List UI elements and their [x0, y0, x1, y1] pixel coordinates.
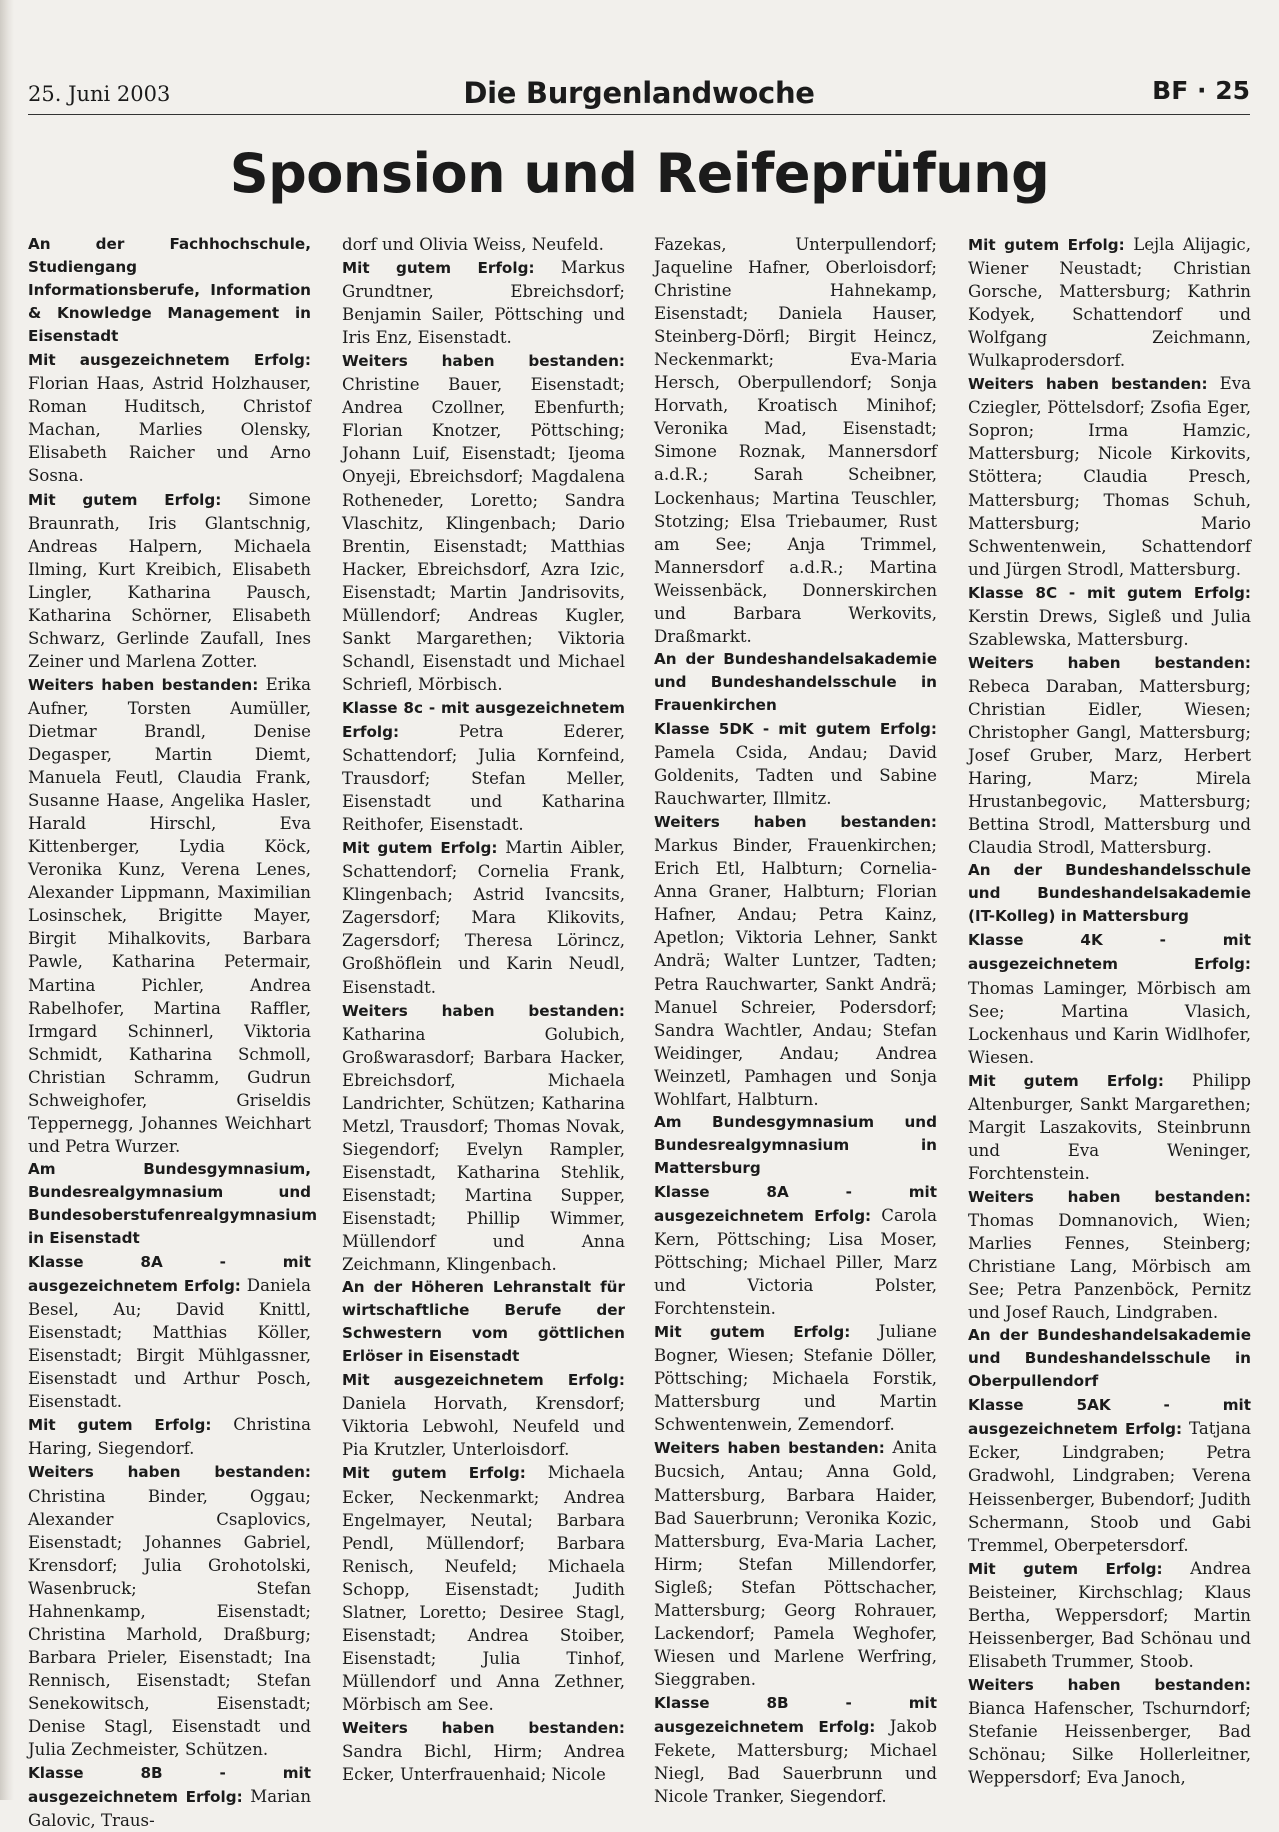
paragraph-text: Rebeca Daraban, Mattersburg; Christian Eidler, Wiesen; Christopher Gangl, Mattersburg; Josef Gruber, Marz, Herbert Haring, Marz; Mirela Hrustanbegovic, Mattersburg; Bettina Strodl, Mattersburg und Claudia Strodl, Mattersburg. [968, 676, 1251, 858]
paragraph-text: Lejla Alijagic, Wiener Neustadt; Christian Gorsche, Mattersburg; Kathrin Kodyek, Schattendorf und Wolfgang Zeichmann, Wulkaprodersdorf. [968, 235, 1251, 371]
paragraph-text: Daniela Horvath, Krensdorf; Viktoria Lebwohl, Neufeld und Pia Krutzler, Unterloisdorf. [342, 1394, 625, 1460]
section-heading: An der Bundeshandelsakademie und Bundeshandelsschule in Oberpullendorf [968, 1326, 1251, 1391]
paragraph [28, 1250, 311, 1413]
paragraph-text: Bianca Hafenscher, Tschurndorf; Stefanie Heissenberger, Bad Schönau; Silke Hollerleitner, Weppersdorf; Eva Janoch, [968, 1698, 1251, 1788]
paragraph-text: Kerstin Drews, Sigleß und Julia Szablewska, Mattersburg. [968, 606, 1251, 649]
paragraph-lead: Mit gutem Erfolg: [28, 490, 222, 509]
paragraph [342, 233, 625, 256]
paragraph [342, 999, 625, 1277]
paragraph-text: Petra Ederer, Schattendorf; Julia Kornfeind, Trausdorf; Stefan Meller, Eisenstadt und Katharina Reithofer, Eisenstadt. [342, 721, 625, 835]
paragraph [342, 256, 625, 349]
paragraph [968, 1557, 1251, 1673]
paragraph [654, 810, 937, 1111]
paragraph [968, 1185, 1251, 1324]
paragraph-text: Juliane Bogner, Wiesen; Stefanie Döller, Pöttsching; Michaela Forstik, Mattersburg und Martin Schwentenwein, Zemendorf. [654, 1322, 937, 1435]
paragraph-text: Michaela Ecker, Neckenmarkt; Andrea Engelmayer, Neutal; Barbara Pendl, Müllendorf; Barbara Renisch, Neufeld; Michaela Schopp, Eisenstadt; Judith Slatner, Loretto; Desiree Stagl, Eisenstadt; Andrea Stoiber, Eisenstadt; Julia Tinhof, Müllendorf und Anna Zethner, Mörbisch am See. [342, 1463, 625, 1714]
paragraph-text: Eva Cziegler, Pöttelsdorf; Zsofia Eger, Sopron; Irma Hamzic, Mattersburg; Nicole Kirkovits, Stöttera; Claudia Presch, Mattersburg; Thomas Schuh, Mattersburg; Mario Schwentenwein, Schattendorf und Jürgen Strodl, Mattersburg. [968, 374, 1251, 579]
paragraph [968, 651, 1251, 859]
paragraph-text: Martin Aibler, Schattendorf; Cornelia Frank, Klingenbach; Astrid Ivancsits, Zagersdorf; Mara Klikovits, Zagersdorf; Theresa Lörincz, Großhöflein und Karin Neudl, Eisenstadt. [342, 838, 626, 997]
paragraph-lead: Mit gutem Erfolg: [342, 259, 535, 278]
paragraph-text: Carola Kern, Pöttsching; Lisa Moser, Pöttsching; Michael Piller, Marz und Victoria Polster, Forchtenstein. [654, 1205, 937, 1319]
paragraph-text: Markus Binder, Frauenkirchen; Erich Etl, Halbturn; Cornelia-Anna Graner, Halbturn; Florian Hafner, Andau; Petra Kainz, Apetlon; Viktoria Lehner, Sankt Andrä; Walter Luntzer, Tadten; Petra Rauchwarter, Sankt Andrä; Manuel Schreier, Podersdorf; Sandra Wachtler, Andau; Stefan Weidinger, Andau; Andrea Weinzetl, Pamhagen und Sonja Wohlfart, Halbturn. [654, 836, 937, 1109]
paragraph-lead: Mit gutem Erfolg: [654, 1323, 851, 1342]
paragraph [968, 1069, 1251, 1185]
paragraph [342, 836, 625, 998]
paragraph-lead: Weiters haben bestanden: [968, 1675, 1251, 1694]
paragraph-text: Tatjana Ecker, Lindgraben; Petra Gradwohl, Lindgraben; Verena Heissenberger, Bubendorf; Judith Schermann, Stoob und Gabi Tremmel, Oberpetersdorf. [968, 1419, 1252, 1555]
page-number: BF · 25 [1152, 76, 1250, 105]
article-column-4 [968, 233, 1251, 1789]
paragraph [28, 488, 311, 673]
paragraph-lead: Klasse 8A - mit ausgezeichnetem Erfolg: [28, 1253, 311, 1296]
paragraph-lead: Klasse 8c - mit ausgezeichnetem Erfolg: [342, 698, 625, 741]
paragraph [654, 1180, 937, 1320]
paragraph [654, 717, 937, 810]
paragraph [28, 1460, 311, 1761]
paragraph-lead: Klasse 4K - mit ausgezeichnetem Erfolg: [968, 931, 1251, 974]
paragraph-text: Thomas Domnanovich, Wien; Marlies Fennes, Steinberg; Christiane Lang, Mörbisch am See; Petra Panzenböck, Pernitz und Josef Rauch, Lindgraben. [968, 1210, 1251, 1323]
paragraph-text: Florian Haas, Astrid Holzhauser, Roman Huditsch, Christof Machan, Marlies Olensky, Elisabeth Raicher und Arno Sosna. [28, 374, 311, 486]
paragraph-text: Sandra Bichl, Hirm; Andrea Ecker, Unterfrauenhaid; Nicole [342, 1742, 625, 1785]
paragraph-lead: Mit gutem Erfolg: [968, 1071, 1164, 1090]
section-heading: Am Bundesgymnasium, Bundesrealgymnasium und Bundesoberstufenrealgymnasium in Eisenstadt [28, 1159, 318, 1248]
paragraph-text: Marian Galovic, Traus- [28, 1787, 312, 1831]
paragraph-lead: Weiters haben bestanden: [342, 352, 625, 371]
paragraph [968, 1393, 1251, 1556]
paragraph-text: Andrea Beisteiner, Kirchschlag; Klaus Bertha, Weppersdorf; Martin Heissenberger, Bad Schönau und Elisabeth Trummer, Stoob. [968, 1558, 1252, 1671]
paragraph-text: Simone Braunrath, Iris Glantschnig, Andreas Halpern, Michaela Ilming, Kurt Kreibich, Elisabeth Lingler, Katharina Pausch, Katharina Schörner, Elisabeth Schwarz, Gerlinde Zaufall, Ines Zeiner und Marlena Zotter. [28, 489, 312, 671]
paragraph-lead: Weiters haben bestanden: [968, 375, 1208, 394]
paragraph-lead: Mit ausgezeichnetem Erfolg: [342, 1371, 625, 1390]
paragraph [342, 696, 625, 836]
article-headline: Sponsion und Reifeprüfung [229, 142, 1050, 205]
paragraph-lead: Klasse 5DK - mit gutem Erfolg: [654, 719, 937, 738]
paragraph-lead: Weiters haben bestanden: [342, 1001, 625, 1020]
section-heading: An der Höheren Lehranstalt für wirtschaftliche Berufe der Schwestern vom göttlichen Erlöser in Eisenstadt [342, 1278, 625, 1366]
paragraph-lead: Klasse 8A - mit ausgezeichnetem Erfolg: [654, 1182, 937, 1225]
paragraph [342, 349, 625, 696]
paragraph-text: Katharina Golubich, Großwarasdorf; Barbara Hacker, Ebreichsdorf, Michaela Landrichter, Schützen; Katharina Metzl, Trausdorf; Thomas Novak, Siegendorf; Evelyn Rampler, Eisenstadt, Katharina Stehlik, Eisenstadt; Martina Supper, Eisenstadt; Phillip Wimmer, Müllendorf und Anna Zeichmann, Klingenbach. [342, 1024, 625, 1275]
paragraph-lead: Klasse 8C - mit gutem Erfolg: [968, 583, 1251, 602]
page-binding-shadow [0, 0, 14, 1800]
article-column-3 [654, 233, 937, 1808]
article-column-1 [28, 233, 318, 1832]
paragraph-lead: Mit gutem Erfolg: [968, 1559, 1163, 1578]
paragraph-lead: Weiters haben bestanden: [968, 653, 1251, 672]
paragraph-text: Philipp Altenburger, Sankt Margarethen; Margit Laszakovits, Steinbrunn und Eva Weninger, Forchtenstein. [968, 1070, 1252, 1183]
paragraph-lead: Weiters haben bestanden: [28, 1463, 311, 1482]
paragraph [28, 673, 311, 1158]
paragraph [654, 1691, 937, 1808]
paragraph-lead: Mit gutem Erfolg: [968, 236, 1125, 254]
newspaper-name: Die Burgenlandwoche [463, 76, 815, 110]
paragraph-text: Erika Aufner, Torsten Aumüller, Dietmar Brandl, Denise Degasper, Martin Diemt, Manuela Feutl, Claudia Frank, Susanne Haase, Angelika Hasler, Harald Hirschl, Eva Kittenberger, Lydia Köck, Veronika Kunz, Verena Lenes, Alexander Lippmann, Maximilian Losinschek, Brigitte Mayer, Birgit Mihalkovits, Barbara Pawle, Katharina Petermair, Martina Pichler, Andrea Rabelhofer, Martina Raffler, Irmgard Schinnerl, Viktoria Schmidt, Katharina Schmoll, Christian Schramm, Gudrun Schweighofer, Griseldis Teppernegg, Johannes Weichhart und Petra Wurzer. [28, 674, 311, 1156]
section-heading: An der Bundeshandelsschule und Bundeshandelsakademie (IT-Kolleg) in Mattersburg [968, 861, 1251, 926]
paragraph-lead: Weiters haben bestanden: [28, 675, 259, 694]
paragraph [28, 348, 311, 487]
paragraph-text: Fazekas, Unterpullendorf; Jaqueline Hafner, Oberloisdorf; Christine Hahnekamp, Eisenstadt; Daniela Hauser, Steinberg-Dörfl; Birgit Heincz, Neckenmarkt; Eva-Maria Hersch, Oberpullendorf; Sonja Horvath, Kroatisch Minihof; Veronika Mad, Eisenstadt; Simone Roznak, Mannersdorf a.d.R.; Sarah Scheibner, Lockenhaus; Martina Teuschler, Stotzing; Elsa Triebaumer, Rust am See; Anja Trimmel, Mannersdorf a.d.R.; Martina Weissenbäck, Donnerskirchen und Barbara Werkovits, Draßmarkt. [654, 235, 937, 646]
issue-date: 25. Juni 2003 [28, 82, 171, 106]
paragraph-text: Christine Bauer, Eisenstadt; Andrea Czollner, Ebenfurth; Florian Knotzer, Pöttsching; Johann Luif, Eisenstadt; Ijeoma Onyeji, Ebreichsdorf; Magdalena Rotheneder, Loretto; Sandra Vlaschitz, Klingenbach; Dario Brentin, Eisenstadt; Matthias Hacker, Ebreichsdorf, Azra Izic, Eisenstadt; Martin Jandrisovits, Müllendorf; Andreas Kugler, Sankt Margarethen; Viktoria Schandl, Eisenstadt und Michael Schriefl, Mörbisch. [342, 375, 625, 694]
paragraph-lead: Mit ausgezeichnetem Erfolg: [28, 351, 311, 370]
paragraph-lead: Weiters haben bestanden: [342, 1719, 625, 1737]
paragraph-text: Thomas Laminger, Mörbisch am See; Martina Vlasich, Lockenhaus und Karin Widlhofer, Wiesen. [968, 978, 1251, 1067]
paragraph-lead: Mit gutem Erfolg: [28, 1416, 212, 1435]
paragraph [968, 233, 1251, 372]
section-heading: An der Fachhochschule, Studiengang Informationsberufe, Information & Knowledge Management in Eisenstadt [28, 235, 311, 346]
header-rule [28, 114, 1250, 115]
paragraph [968, 928, 1251, 1068]
paragraph-text: Pamela Csida, Andau; David Goldenits, Tadten und Sabine Rauchwarter, Illmitz. [654, 743, 937, 809]
paragraph [968, 581, 1251, 651]
paragraph-text: Markus Grundtner, Ebreichsdorf; Benjamin Sailer, Pöttsching und Iris Enz, Eisenstadt. [342, 258, 625, 348]
paragraph-text: Anita Bucsich, Antau; Anna Gold, Mattersburg, Barbara Haider, Bad Sauerbrunn; Veronika Kozic, Mattersburg, Eva-Maria Lacher, Hirm; Stefan Millendorfer, Sigleß; Stefan Pöttschacher, Mattersburg; Georg Rohrauer, Lackendorf; Pamela Weghofer, Wiesen und Marlene Werfring, Sieggraben. [654, 1438, 937, 1689]
paragraph-lead: Klasse 8B - mit ausgezeichnetem Erfolg: [654, 1693, 937, 1736]
paragraph-text: Daniela Besel, Au; David Knittl, Eisenstadt; Matthias Köller, Eisenstadt; Birgit Mühlgassner, Eisenstadt und Arthur Posch, Eisenstadt. [28, 1276, 311, 1412]
paragraph-lead: Weiters haben bestanden: [654, 1439, 885, 1458]
page-header [28, 76, 1250, 116]
paragraph [968, 1673, 1251, 1789]
paragraph [28, 1413, 311, 1460]
paragraph-lead: Klasse 5AK - mit ausgezeichnetem Erfolg: [968, 1396, 1251, 1439]
paragraph-lead: Weiters haben bestanden: [654, 813, 937, 832]
paragraph-text: Jakob Fekete, Mattersburg; Michael Niegl, Bad Sauerbrunn und Nicole Tranker, Siegendorf. [654, 1717, 937, 1807]
paragraph [342, 1716, 625, 1786]
paragraph-text: Christina Binder, Oggau; Alexander Csaplovics, Eisenstadt; Johannes Gabriel, Krensdorf; Julia Grohotolski, Wasenbruck; Stefan Hahnenkamp, Eisenstadt; Christina Marhold, Draßburg; Barbara Prieler, Eisenstadt; Ina Rennisch, Eisenstadt; Stefan Senekowitsch, Eisenstadt; Denise Stagl, Eisenstadt und Julia Zechmeister, Schützen. [28, 1486, 311, 1760]
paragraph-lead: Mit gutem Erfolg: [342, 839, 498, 858]
paragraph [654, 1320, 937, 1436]
paragraph-text: Christina Haring, Siegendorf. [28, 1415, 312, 1459]
paragraph [342, 1461, 625, 1716]
paragraph [342, 1368, 625, 1461]
paragraph-lead: Klasse 8B - mit ausgezeichnetem Erfolg: [28, 1764, 311, 1807]
paragraph-text: dorf und Olivia Weiss, Neufeld. [342, 235, 604, 254]
article-column-2 [342, 233, 625, 1786]
paragraph [968, 372, 1251, 580]
paragraph [654, 1436, 937, 1691]
section-heading: An der Bundeshandelsakademie und Bundeshandelsschule in Frauenkirchen [654, 649, 937, 714]
paragraph-lead: Mit gutem Erfolg: [342, 1464, 526, 1483]
paragraph-lead: Weiters haben bestanden: [968, 1187, 1251, 1206]
section-heading: Am Bundesgymnasium und Bundesrealgymnasium in Mattersburg [654, 1112, 937, 1177]
paragraph [654, 233, 937, 648]
paragraph [28, 1761, 311, 1832]
